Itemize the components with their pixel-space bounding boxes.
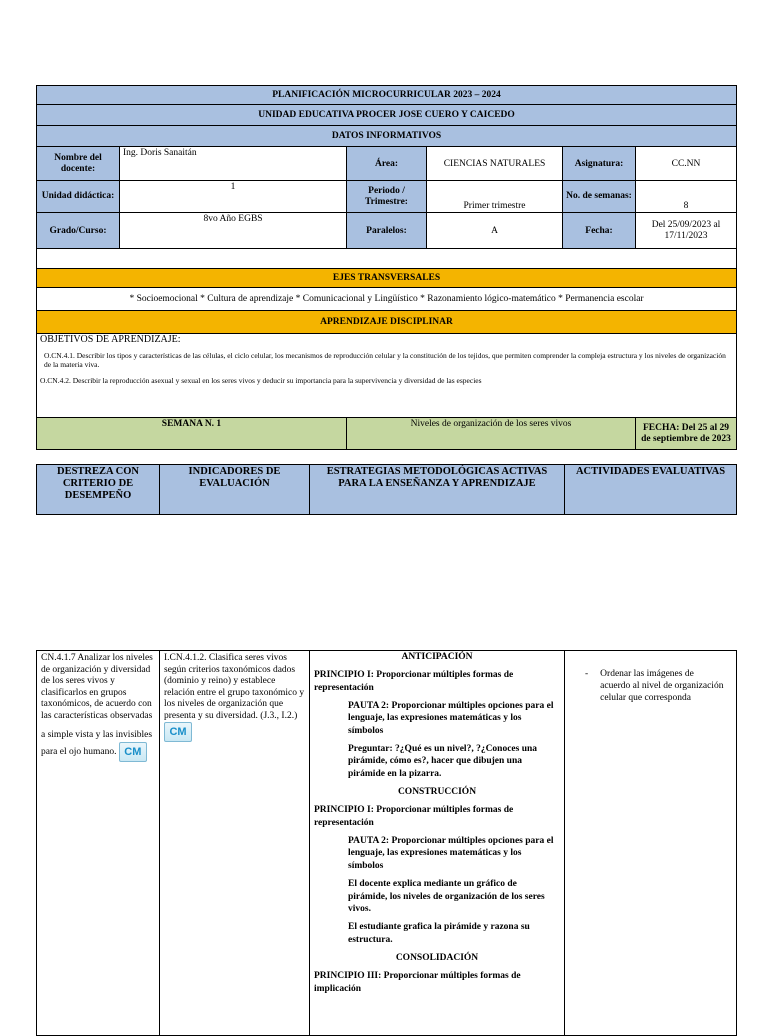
ejes-text: * Socioemocional * Cultura de aprendizaje * Comunicacional y Lingüístico * Razonamiento lógico-matemático * Permanencia escolar bbox=[37, 288, 737, 311]
col-estrategias: ESTRATEGIAS METODOLÓGICAS ACTIVAS PARA LA ENSEÑANZA Y APRENDIZAJE bbox=[310, 465, 565, 515]
plan-title: PLANIFICACIÓN MICROCURRICULAR 2023 – 2024 bbox=[37, 86, 737, 105]
objetivos-label: OBJETIVOS DE APRENDIZAJE: bbox=[40, 334, 181, 345]
unidad-label: Unidad didáctica: bbox=[37, 181, 120, 213]
pauta-2: PAUTA 2: Proporcionar múltiples opciones para el lenguaje, las expresiones matemáticas y los símbolos bbox=[348, 701, 554, 736]
grado-label: Grado/Curso: bbox=[37, 213, 120, 249]
grado-value: 8vo Año EGBS bbox=[120, 213, 347, 249]
semana-topic: Niveles de organización de los seres vivos bbox=[347, 418, 636, 450]
semanas-label: No. de semanas: bbox=[563, 181, 636, 213]
pauta-2b: PAUTA 2: Proporcionar múltiples opciones para el lenguaje, las expresiones matemáticas y los símbolos bbox=[348, 836, 554, 871]
docente-label: Nombre del docente: bbox=[37, 147, 120, 181]
principio-3: PRINCIPIO III: Proporcionar múltiples formas de implicación bbox=[314, 971, 521, 994]
ejes-title: EJES TRANSVERSALES bbox=[37, 269, 737, 288]
construccion-heading: CONSTRUCCIÓN bbox=[397, 787, 477, 798]
column-header-table bbox=[36, 464, 737, 515]
principio-1b: PRINCIPIO I: Proporcionar múltiples formas de representación bbox=[314, 805, 514, 828]
bullet-dash: - bbox=[585, 669, 589, 679]
periodo-label: Periodo / Trimestre: bbox=[347, 181, 427, 213]
planning-table bbox=[36, 85, 737, 450]
semanas-value: 8 bbox=[636, 181, 737, 213]
col-actividades: ACTIVIDADES EVALUATIVAS bbox=[565, 465, 737, 515]
actividad-text: Ordenar las imágenes de acuerdo al nivel de organización celular que corresponda bbox=[600, 669, 724, 703]
col-indicadores: INDICADORES DE EVALUACIÓN bbox=[160, 465, 310, 515]
asignatura-label: Asignatura: bbox=[563, 147, 636, 181]
estudiante-text: El estudiante grafica la pirámide y razona su estructura. bbox=[348, 922, 530, 945]
fecha-label: Fecha: bbox=[563, 213, 636, 249]
section-title: DATOS INFORMATIVOS bbox=[37, 126, 737, 147]
docente-value: Ing. Doris Sanaitán bbox=[120, 147, 347, 181]
actividad-item bbox=[565, 651, 736, 705]
asignatura-value: CC.NN bbox=[636, 147, 737, 181]
unidad-value: 1 bbox=[120, 181, 347, 213]
principio-1: PRINCIPIO I: Proporcionar múltiples formas de representación bbox=[314, 670, 514, 693]
area-label: Área: bbox=[347, 147, 427, 181]
cm-badge-icon: CM bbox=[164, 722, 192, 742]
destreza-text: CN.4.1.7 Analizar los niveles de organización y diversidad de los seres vivos y clasificarlos en grupos taxonómicos, de acuerdo con las características observadas bbox=[41, 653, 153, 721]
fecha-value: Del 25/09/2023 al 17/11/2023 bbox=[636, 213, 737, 249]
col-destreza: DESTREZA CON CRITERIO DE DESEMPEÑO bbox=[37, 465, 160, 515]
area-value: CIENCIAS NATURALES bbox=[427, 147, 563, 181]
school-name: UNIDAD EDUCATIVA PROCER JOSE CUERO Y CAICEDO bbox=[37, 105, 737, 126]
spacer-row bbox=[37, 249, 737, 269]
cm-badge-icon: CM bbox=[119, 742, 147, 762]
semana-fecha: FECHA: Del 25 al 29 de septiembre de 2023 bbox=[636, 418, 737, 450]
objective-1: O.CN.4.1. Describir los tipos y características de las células, el ciclo celular, los mecanismos de reproducción celular y la constitución de los tejidos, que permiten comprender la compleja estructura y los niveles de organización de la materia viva. bbox=[44, 351, 726, 370]
consolidacion-heading: CONSOLIDACIÓN bbox=[395, 952, 479, 963]
semana-label: SEMANA N. 1 bbox=[37, 418, 347, 450]
aprendizaje-title: APRENDIZAJE DISCIPLINAR bbox=[37, 311, 737, 334]
objective-2: O.CN.4.2. Describir la reproducción asexual y sexual en los seres vivos y deducir su importancia para la supervivencia y diversidad de las especies bbox=[40, 375, 482, 385]
indicador-text: I.CN.4.1.2. Clasifica seres vivos según criterios taxonómicos dados (dominio y reino) y establece relación entre el grupo taxonómico y los niveles de organización que presenta y su diversidad. (J.3., I.2.) bbox=[164, 653, 305, 721]
destreza-text-cont: a simple vista y las invisibles para el ojo humano. bbox=[41, 730, 153, 758]
periodo-value: Primer trimestre bbox=[427, 181, 563, 213]
anticipacion-heading: ANTICIPACIÓN bbox=[401, 652, 473, 662]
content-table bbox=[36, 650, 737, 1036]
paralelos-label: Paralelos: bbox=[347, 213, 427, 249]
paralelos-value: A bbox=[427, 213, 563, 249]
preguntar-text: Preguntar: ?¿Qué es un nivel?, ?¿Conoces una pirámide, cómo es?, hacer que dibujen una pirámide en la pizarra. bbox=[348, 744, 538, 779]
docente-explica: El docente explica mediante un gráfico de pirámide, los niveles de organización de los seres vivos. bbox=[348, 879, 545, 914]
